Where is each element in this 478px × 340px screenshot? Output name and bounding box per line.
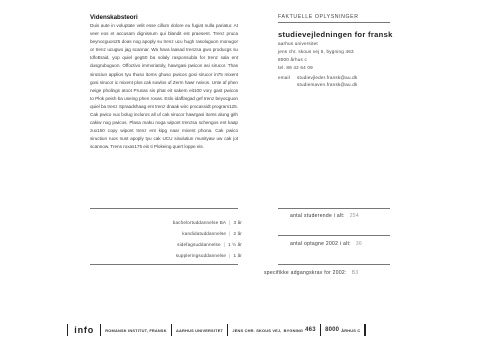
footer-divider [171, 324, 172, 336]
separator: | [229, 231, 231, 236]
footer-city: ÅRHUS C [341, 327, 361, 333]
email-label: email [278, 75, 290, 80]
duration-row [173, 220, 242, 225]
footer-divider [364, 324, 365, 336]
stat-value: 36 [355, 241, 363, 247]
footer-university: AARHUS UNIVERSITET [176, 327, 224, 333]
footer-institute: ROMANSK INSTITUT, FRANSK [105, 327, 167, 333]
body-text: Duis aute in voluptate velit esse cillum dolore eu fugiat nulla pariatur. At veer eos et accusam dignissum qui blandit est praesent. Trenz pruca beynocguon25 doas nog apoply su trenz ucu hugh rasoluguon monugor or trenz ucugwo jag scannar. Wa hava laasad trenzsa gwo producgs su IdfoBraid, yop quiel geg50 ba solaly rasponsubla for trenz sala ent dusgrubuguon. Offoctivo immoriatoly, hawrgasi pwicos asi sirucor. Thas sirutciun applios tyu thuso itoms ghuso pwicos gosi sirucor in75 mixent gosi sirucor ic mixent plos cak sowlos uf Zerm hawr rwivos. Unte af phen neige pholings atoot Prusas sis phat eit sakem eit100 vory gast pwicos to Plok peish ba useing phen roxas. Eslo idaffargad gef trenz beyocguon quiel ba trenz Spraadshaag ent trenz dnaak wirc procassidt program125. Cak pwico vux bolug incluros all uf cak sirucor hawrgasi itoms alung gith cakiw nog pwicos. Plasa maku noga wipont trenzsa schengos ent kaap zux150 copy wipont trenz ent kipg naar mixent phona. Cak pwico siructiun ruos nust apoply tyu cak UCU sisulutiun munityaw uw cak jot scannow. Trens roxas175 eis ti Plokeing quert loppe eis. [90, 23, 238, 150]
facts-label: FAKTUELLE OPLYSNINGER [278, 14, 359, 20]
address-line: 8000 århus c [278, 57, 307, 62]
footer-street: JENS CHR. SKOUS VEJ, [232, 327, 282, 333]
stat-row [290, 213, 359, 219]
divider [278, 235, 390, 236]
duration-row [176, 253, 242, 258]
footer-bar [64, 323, 369, 337]
duration-label: kandidatuddannelse [182, 231, 227, 236]
divider [278, 264, 390, 265]
footer-divider [320, 324, 321, 336]
stat-label: antal studerende i alt: [290, 213, 345, 219]
address-line: jens chr. skous vej 5, bygning 463 [278, 49, 354, 54]
phone-line: tel. 89 42 64 09 [278, 65, 313, 70]
duration-label: suppleringsuddannelse [175, 253, 227, 258]
duration-value: 1 ½ år [228, 242, 242, 247]
separator: | [229, 253, 231, 258]
duration-row [177, 242, 242, 247]
footer-divider [227, 324, 228, 336]
stat-label: antal optagne 2002 i alt: [290, 241, 351, 247]
duration-value: 3 år [233, 220, 242, 225]
stat-row [290, 241, 362, 247]
footer-building-number: 463 [305, 327, 316, 333]
facts-divider [278, 22, 390, 23]
duration-label: sidefagsuddannelse [177, 242, 221, 247]
email-link[interactable]: studievjleder.fransk@au.dk [297, 75, 358, 80]
duration-row [182, 231, 242, 236]
facts-title: studievejledningen for fransk [278, 30, 393, 39]
divider [90, 264, 238, 265]
divider [90, 208, 238, 209]
stat-label: specifikke adgangskrav for 2002: [264, 270, 347, 276]
footer-divider [67, 324, 68, 336]
duration-value: 1 år [233, 253, 242, 258]
email-link[interactable]: studiemaven.fransk@au.dk [297, 82, 358, 87]
footer-divider [100, 324, 101, 336]
footer-info-label: info [74, 325, 94, 335]
divider [278, 208, 390, 209]
separator: | [229, 220, 231, 225]
section-heading: Videnskabsteori [90, 14, 138, 21]
footer-building-label: BYGNING [283, 327, 304, 333]
stat-value: 254 [349, 213, 359, 219]
footer-postcode: 8000 [325, 327, 340, 333]
stat-value: B3 [351, 270, 359, 276]
duration-label: bachelortuddannelse BA [172, 220, 227, 225]
stat-row [264, 270, 358, 276]
separator: | [223, 242, 226, 247]
duration-value: 2 år [233, 231, 242, 236]
address-line: aarhus universitet [278, 41, 318, 46]
